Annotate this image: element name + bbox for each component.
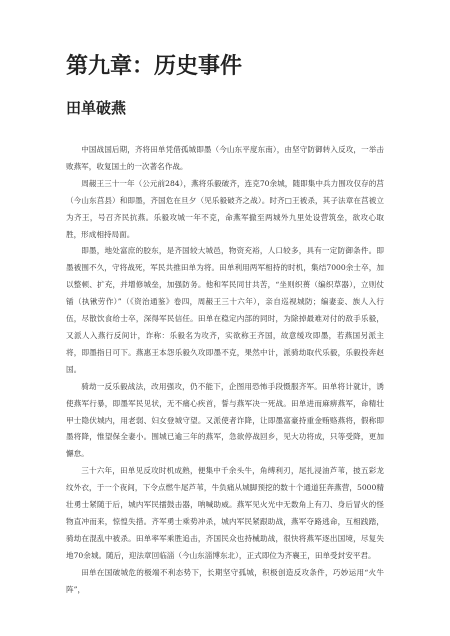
paragraph: 骑劫一反乐毅战法，改用强攻，仍不能下，企图用恐怖手段慑服齐军。田单将计就计，诱使燕军行暴，即墨军民见状，无不痛心疾首，誓与燕军决一死战。田单进而麻痹燕军，命精壮甲士隐伏城内，用老弱、妇女登城守望。又派使者诈降，让即墨富豪持重金贿赂燕将，假称即墨将降，惟望保全妻小。围城已逾三年的燕军，急欲停战回乡，见大功将成，只等受降，更加懈怠。 xyxy=(66,381,384,459)
chapter-title: 第九章：历史事件 xyxy=(66,54,243,79)
paragraph: 三十六年，田单见反攻时机成熟，便集中千余头牛，角缚利刃，尾扎浸油芦苇，披五彩龙纹外衣，于一个夜间，下令点燃牛尾芦苇，牛负痛从城脚预挖的数十个通道狂奔燕营，5000精壮勇士紧随于后，城内军民擂鼓击器，呐喊助威。燕军见火光中无数角上有刀、身后冒火的怪物直冲而来，惊惶失措。齐军勇士乘势冲杀，城内军民紧跟助战，燕军夺路逃命，互相践踏，骑劫在混乱中被杀。田单率军乘胜追击，齐国民众也持械助战，很快将燕军逐出国境，尽复失地70余城。随后，迎法章回临淄（今山东淄博东北），正式即位为齐襄王，田单受封安平君。 xyxy=(66,466,384,560)
paragraph: 周赧王三十一年（公元前284），燕将乐毅破齐，连克70余城，随即集中兵力围攻仅存的莒（今山东莒县）和即墨，齐国危在旦夕（见乐毅破齐之战）。时齐□王被杀，其子法章在莒被立为齐王，号召齐民抗燕。乐毅攻城一年不克，命燕军撤至两城外九里处设营筑垒，欲攻心取胜，形成相持局面。 xyxy=(66,178,384,239)
paragraph: 中国战国后期，齐将田单凭借孤城即墨（今山东平度东南），由坚守防御转入反攻，一举击败燕军，收复国土的一次著名作战。 xyxy=(66,145,384,171)
section-title: 田单破燕 xyxy=(66,99,127,117)
paragraph: 田单在国破城危的极端不利态势下，长期坚守孤城，积极创造反攻条件，巧妙运用“火牛阵”， xyxy=(66,567,384,594)
paragraph: 即墨，地处富庶的胶东，是齐国较大城邑，物资充裕，人口较多，具有一定防御条件。即墨被围不久，守将战死，军民共推田单为将。田单利用两军相持的时机，集结7000余士卒，加以整顿、扩充，并增修城垒，加强防务。他和军民同甘共苦，“坐则织蒉（编织草器），立则仗锸（执锹劳作）”（《资治通鉴》卷四，周赧王三十六年），亲自巡视城防；编妻妾、族人入行伍，尽散饮食给士卒，深得军民信任。田单在稳定内部的同时，为除掉最难对付的敌手乐毅，又派人入燕行反间计，诈称：乐毅名为攻齐，实欲称王齐国，故意缓攻即墨，若燕国另派主将，即墨指日可下。燕惠王本怨乐毅久攻即墨不克，果然中计，派骑劫取代乐毅，乐毅投奔赵国。 xyxy=(66,246,384,374)
body-text xyxy=(66,142,384,598)
